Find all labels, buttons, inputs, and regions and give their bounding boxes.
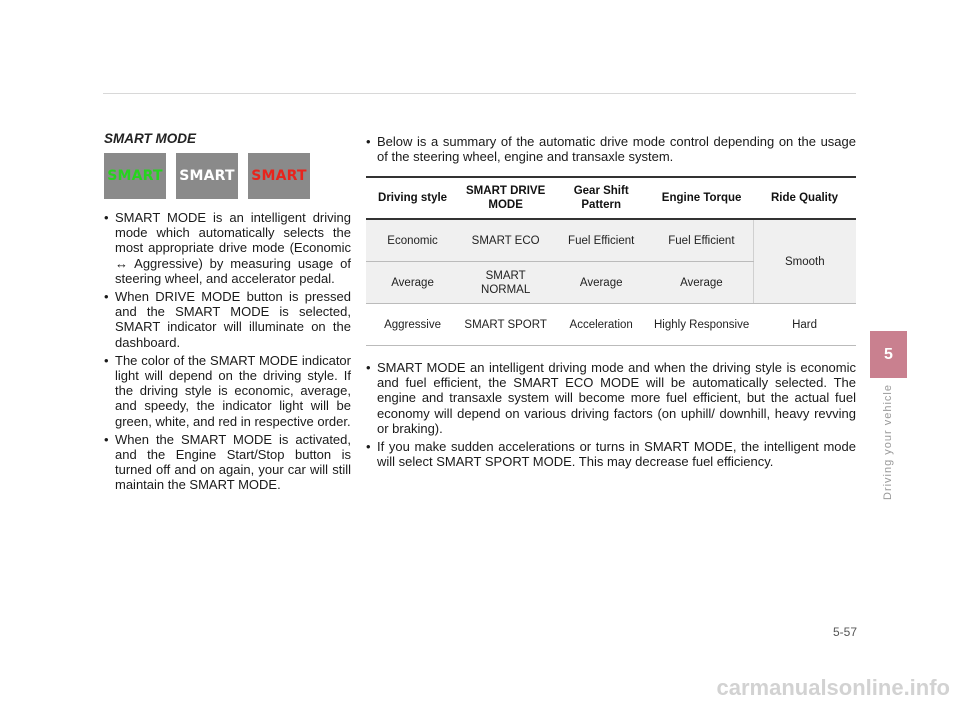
header-engine-torque: Engine Torque	[650, 177, 753, 219]
section-title: SMART MODE	[104, 131, 197, 146]
table-cell-smooth: Smooth	[753, 219, 856, 304]
table-cell: Hard	[753, 304, 856, 346]
header-driving-style: Driving style	[366, 177, 459, 219]
header-smart-drive-mode: SMART DRIVE MODE	[459, 177, 552, 219]
left-bullet-3: • The color of the SMART MODE indicator light will depend on the driving style. If the driving style is economic, average, and speedy, the indicator light will be green, white, and red in respective order.	[104, 353, 351, 429]
table-cell: Fuel Efficient	[552, 219, 650, 262]
smart-indicator-red: SMART	[248, 153, 310, 199]
table-cell: Aggressive	[366, 304, 459, 346]
chapter-title: Driving your vehicle	[882, 384, 894, 500]
right-bullet-list	[366, 360, 856, 472]
page-number: 5-57	[832, 625, 857, 639]
table-row	[366, 219, 856, 262]
smart-indicators	[104, 153, 310, 199]
right-bullet-2: • If you make sudden accelerations or turns in SMART MODE, the intelligent mode will select SMART SPORT MODE. This may decrease fuel efficiency.	[366, 439, 856, 469]
table-cell: Average	[552, 262, 650, 304]
right-intro-bullet: • Below is a summary of the automatic drive mode control depending on the usage of the steering wheel, engine and transaxle system.	[366, 134, 856, 164]
table-row	[366, 304, 856, 346]
left-bullet-list	[104, 210, 351, 496]
table-cell: Average	[366, 262, 459, 304]
right-bullet-1: • SMART MODE an intelligent driving mode and when the driving style is economic and fuel efficient, the SMART ECO MODE will be automatically selected. The engine and transaxle system will become more fuel efficient, but the actual fuel economy will depend on various driving factors (on uphill/ downhill, heavy revving or braking).	[366, 360, 856, 436]
table-cell: Highly Responsive	[650, 304, 753, 346]
table-cell: SMART ECO	[459, 219, 552, 262]
left-bullet-4: • When the SMART MODE is activated, and the Engine Start/Stop button is turned off and on again, your car will still maintain the SMART MODE.	[104, 432, 351, 493]
watermark: carmanualsonline.info	[716, 675, 950, 700]
header-gear-shift-pattern: Gear Shift Pattern	[552, 177, 650, 219]
table-cell: SMART NORMAL	[459, 262, 552, 304]
left-bullet-2: • When DRIVE MODE button is pressed and the SMART MODE is selected, SMART indicator will illuminate on the dashboard.	[104, 289, 351, 350]
table-cell: Fuel Efficient	[650, 219, 753, 262]
smart-indicator-green: SMART	[104, 153, 166, 199]
right-intro-list	[366, 134, 856, 164]
top-divider	[103, 93, 856, 94]
chapter-tab: 5	[870, 331, 907, 378]
header-ride-quality: Ride Quality	[753, 177, 856, 219]
table-cell: Average	[650, 262, 753, 304]
drive-mode-summary-table	[366, 176, 856, 346]
table-cell: Economic	[366, 219, 459, 262]
table-cell: SMART SPORT	[459, 304, 552, 346]
table-header-row	[366, 177, 856, 219]
smart-indicator-white: SMART	[176, 153, 238, 199]
table-cell: Acceleration	[552, 304, 650, 346]
left-bullet-1: • SMART MODE is an intelligent driving mode which automatically selects the most appropriate drive mode (Economic ↔ Aggressive) by measuring usage of steering wheel, and accelerator pedal.	[104, 210, 351, 286]
